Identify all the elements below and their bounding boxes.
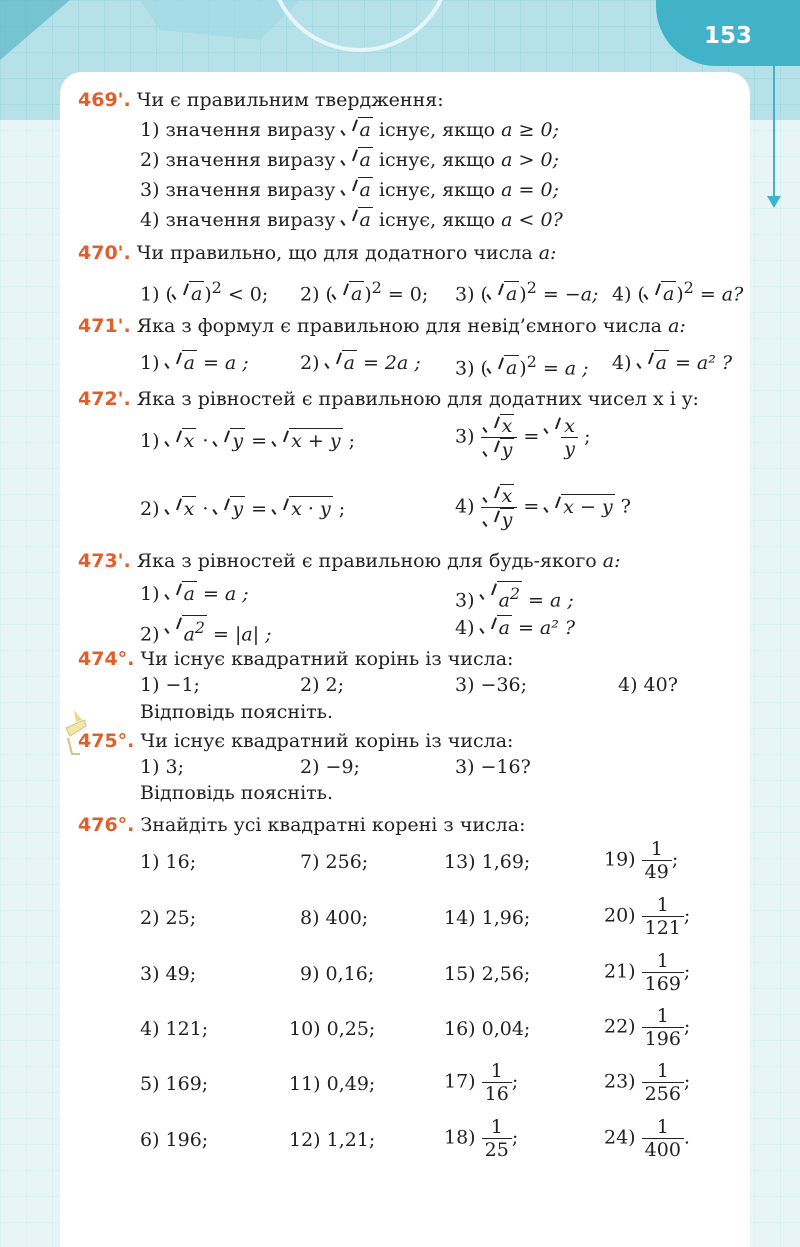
problem-476-item: 6) 196; <box>140 1129 209 1151</box>
condition-word: існує, якщо <box>378 209 496 231</box>
denominator: 256 <box>644 1083 681 1105</box>
sqrt: x − y <box>545 494 614 519</box>
condition: a ≥ 0; <box>501 119 559 141</box>
problem-470-heading <box>78 241 556 265</box>
numerator: 1 <box>482 1060 512 1083</box>
problem-476-item <box>604 1060 690 1105</box>
item-label: 3) <box>455 283 475 306</box>
item-label: 23) <box>604 1070 636 1093</box>
page-number: 153 <box>656 0 800 66</box>
end: ; <box>348 430 356 452</box>
radicand: a <box>183 583 195 605</box>
problem-471-heading <box>78 314 686 338</box>
problem-text: Чи правильно, що для додатного числа <box>136 242 533 264</box>
radicand: a <box>183 352 195 374</box>
sqrt <box>326 350 357 375</box>
problem-473-item-1 <box>140 581 249 606</box>
problem-var: a: <box>538 242 557 264</box>
fraction: $\frac{x}{y}$ <box>481 484 518 531</box>
denominator: 169 <box>644 973 681 995</box>
problem-476-item: 1) 16; <box>140 851 197 873</box>
sqrt <box>488 355 519 380</box>
item-label: 4) <box>455 495 475 518</box>
item-label: 2) <box>140 623 160 646</box>
item-label: 20) <box>604 904 636 927</box>
fraction <box>642 1116 684 1161</box>
problem-472-item-3: 3) $\frac{x}{y}$ = $\frac{x}{y}$ ; <box>455 415 591 461</box>
item-label: 1) <box>140 352 160 374</box>
sqrt <box>342 117 373 142</box>
problem-473-item-3 <box>455 581 574 612</box>
condition: a < 0? <box>501 209 563 231</box>
sqrt: y <box>214 428 245 453</box>
problem-469-item <box>140 117 559 142</box>
radicand: a <box>359 209 371 231</box>
fraction <box>482 1060 512 1105</box>
rhs: = 2a ; <box>362 352 421 374</box>
problem-476-item: 10) 0,25; <box>289 1018 376 1040</box>
sqrt <box>342 177 373 202</box>
problem-474-item: 3) −36; <box>455 674 528 696</box>
item-label: 1) <box>140 283 160 306</box>
fraction: $\frac{x}{y}$ <box>481 414 518 461</box>
problem-473-item-4 <box>455 615 575 640</box>
problem-474-item: 2) 2; <box>300 674 345 696</box>
item-label: 4) <box>612 352 632 374</box>
problem-472-item-2: 2) x · y = x · y ; <box>140 498 346 520</box>
problem-var: a: <box>668 315 686 337</box>
denominator: 196 <box>644 1028 681 1050</box>
sqrt <box>645 281 676 306</box>
problem-472-item-1: 1) x · y = x + y ; <box>140 430 356 452</box>
sqrt: $a^2$ <box>481 581 522 612</box>
problem-475-item: 1) 3; <box>140 756 185 778</box>
problem-476-item: 4) 121; <box>140 1018 209 1040</box>
rhs: = a ; <box>202 583 249 605</box>
sqrt: $\frac{x}{y}$ <box>545 415 578 460</box>
problem-476-item: 14) 1,96; <box>444 907 531 929</box>
rhs: = a ; <box>528 589 574 612</box>
item-label: 3) <box>455 357 475 380</box>
problem-471-item-2 <box>300 350 421 375</box>
sqrt <box>488 281 519 306</box>
item-label: 18) <box>444 1126 476 1149</box>
problem-469-item <box>140 147 559 172</box>
fraction <box>642 1060 684 1105</box>
end: ; <box>683 960 691 983</box>
problem-470-item-3: 3) ( a )$^2$ = −a; <box>455 278 599 306</box>
sqrt <box>481 615 512 640</box>
radicand: a <box>359 119 371 141</box>
end: ; <box>683 1015 691 1038</box>
problem-text: Чи існує квадратний корінь із числа: <box>140 730 514 752</box>
radicand: a <box>655 352 667 374</box>
problem-476-item: 12) 1,21; <box>289 1129 376 1151</box>
fraction <box>642 894 684 939</box>
item-label: 19) <box>604 848 636 871</box>
rhs: = −a; <box>542 283 599 306</box>
rhs: = a ; <box>202 352 249 374</box>
problem-476-heading <box>78 813 525 837</box>
problem-469-item <box>140 207 563 232</box>
item-label: 3) <box>455 589 475 612</box>
sqrt: x <box>166 496 197 521</box>
sqrt <box>333 281 364 306</box>
item-label: 1) <box>140 583 160 605</box>
fraction <box>642 838 672 883</box>
problem-475-heading <box>78 729 513 753</box>
problem-471-item-3: 3) ( a )$^2$ = a ; <box>455 352 589 380</box>
sqrt: $a^2$ <box>166 615 207 646</box>
item-label: 2) значення виразу <box>140 149 336 171</box>
problem-472-item-4: 4) $\frac{x}{y}$ = x − y ? <box>455 485 631 531</box>
item-label: 4) <box>612 283 632 306</box>
problem-var: a: <box>602 550 621 572</box>
rhs: = a? <box>699 283 744 306</box>
problem-472-heading <box>78 387 699 411</box>
end: ; <box>511 1070 519 1093</box>
problem-474-heading <box>78 647 513 671</box>
problem-number: 474°. <box>78 648 135 670</box>
radicand: a <box>359 149 371 171</box>
sqrt <box>342 147 373 172</box>
problem-469-item <box>140 177 559 202</box>
sqrt: y <box>214 496 245 521</box>
radicand: a <box>343 352 355 374</box>
problem-473-heading <box>78 549 621 573</box>
problem-475-item: 2) −9; <box>300 756 360 778</box>
fraction <box>482 1116 512 1161</box>
condition-word: існує, якщо <box>378 119 496 141</box>
radicand: a <box>190 283 203 306</box>
denominator: 121 <box>644 917 681 939</box>
numerator: 1 <box>642 838 672 861</box>
end: ; <box>511 1126 519 1149</box>
problem-476-item <box>604 894 690 939</box>
rhs: = a² ? <box>674 352 733 374</box>
numerator: 1 <box>642 1116 684 1139</box>
item-label: 4) <box>455 617 475 639</box>
sqrt <box>166 581 197 606</box>
denominator: 25 <box>484 1139 509 1161</box>
rhs: = a² ? <box>517 617 576 639</box>
problem-469-heading <box>78 88 444 112</box>
condition: a = 0; <box>501 179 559 201</box>
problem-476-item <box>444 1116 518 1161</box>
problem-text: Чи є правильним твердження: <box>136 89 444 111</box>
fraction <box>642 1005 684 1050</box>
rhs: = |a| ; <box>213 623 272 646</box>
problem-476-item: 13) 1,69; <box>444 851 531 873</box>
numerator: 1 <box>642 1005 684 1028</box>
end: ; <box>338 498 346 520</box>
problem-471-item-4 <box>612 350 732 375</box>
denominator: 400 <box>644 1139 681 1161</box>
sqrt: x + y <box>273 428 342 453</box>
end: ; <box>683 1070 691 1093</box>
item-label: 2) <box>300 283 320 306</box>
problem-476-item: 15) 2,56; <box>444 963 531 985</box>
radicand: a <box>350 283 363 306</box>
problem-474-explain: Відповідь поясніть. <box>140 701 334 723</box>
condition-word: існує, якщо <box>378 149 496 171</box>
problem-476-item: 3) 49; <box>140 963 197 985</box>
numerator: 1 <box>642 894 684 917</box>
radicand: a <box>359 179 371 201</box>
problem-476-item <box>604 838 678 883</box>
item-label: 2) <box>300 352 320 374</box>
condition: a > 0; <box>501 149 559 171</box>
problem-476-item: 8) 400; <box>300 907 369 929</box>
item-label: 3) <box>455 425 475 448</box>
sqrt <box>638 350 669 375</box>
fraction <box>642 950 684 995</box>
problem-text: Яка з рівностей є правильною для додатних чисел x і y: <box>136 388 699 410</box>
numerator: 1 <box>482 1116 512 1139</box>
radicand: a <box>505 283 518 306</box>
arrow-down-icon <box>767 196 781 208</box>
end: ; <box>683 904 691 927</box>
rhs: = 0; <box>387 283 429 306</box>
condition-word: існує, якщо <box>378 179 496 201</box>
problem-470-item-2: 2) ( a )$^2$ = 0; <box>300 278 429 306</box>
side-line <box>773 50 775 198</box>
end: . <box>683 1126 690 1149</box>
problem-475-item: 3) −16? <box>455 756 531 778</box>
problem-476-item <box>444 1060 518 1105</box>
problem-470-item-4: 4) ( a )$^2$ = a? <box>612 278 744 306</box>
radicand: a <box>662 283 675 306</box>
denominator: 16 <box>484 1083 509 1105</box>
numerator: 1 <box>642 950 684 973</box>
problem-number: 471'. <box>78 315 131 337</box>
sqrt <box>342 207 373 232</box>
sqrt: x <box>166 428 197 453</box>
problem-475-explain: Відповідь поясніть. <box>140 782 334 804</box>
problem-471-item-1 <box>140 350 249 375</box>
problem-number: 475°. <box>78 730 135 752</box>
problem-476-item: 7) 256; <box>300 851 369 873</box>
problem-474-item: 4) 40? <box>618 674 678 696</box>
problem-476-item <box>604 1116 690 1161</box>
problem-476-item: 9) 0,16; <box>300 963 375 985</box>
rhs: = a ; <box>542 357 589 380</box>
item-label: 4) значення виразу <box>140 209 336 231</box>
end: ; <box>584 425 591 448</box>
item-label: 22) <box>604 1015 636 1038</box>
item-label: 1) <box>140 430 160 452</box>
rhs: < 0; <box>227 283 269 306</box>
problem-476-item <box>604 950 690 995</box>
problem-number: 473'. <box>78 550 131 572</box>
sqrt <box>173 281 204 306</box>
radicand: a <box>498 617 510 639</box>
end: ; <box>671 848 679 871</box>
problem-text: Знайдіть усі квадратні корені з числа: <box>140 814 526 836</box>
sqrt: x · y <box>273 496 333 521</box>
problem-number: 470'. <box>78 242 131 264</box>
problem-473-item-2 <box>140 615 272 646</box>
item-label: 2) <box>140 498 160 520</box>
item-label: 1) значення виразу <box>140 119 336 141</box>
problem-number: 472'. <box>78 388 131 410</box>
numerator: 1 <box>642 1060 684 1083</box>
problem-text: Яка з рівностей є правильною для будь-якого <box>136 550 597 572</box>
radicand: a <box>505 357 518 380</box>
problem-476-item: 5) 169; <box>140 1073 209 1095</box>
denominator: 49 <box>644 861 669 883</box>
problem-476-item <box>604 1005 690 1050</box>
item-label: 3) значення виразу <box>140 179 336 201</box>
problem-476-item: 16) 0,04; <box>444 1018 531 1040</box>
problem-number: 469'. <box>78 89 131 111</box>
problem-474-item: 1) −1; <box>140 674 200 696</box>
item-label: 21) <box>604 960 636 983</box>
problem-470-item-1: 1) ( a )$^2$ < 0; <box>140 278 269 306</box>
problem-number: 476°. <box>78 814 135 836</box>
problem-476-item: 11) 0,49; <box>289 1073 376 1095</box>
problem-text: Яка з формул є правильною для невід’ємного числа <box>136 315 663 337</box>
end: ? <box>620 495 631 518</box>
sqrt <box>166 350 197 375</box>
item-label: 24) <box>604 1126 636 1149</box>
problem-text: Чи існує квадратний корінь із числа: <box>140 648 514 670</box>
item-label: 17) <box>444 1070 476 1093</box>
problem-476-item: 2) 25; <box>140 907 197 929</box>
